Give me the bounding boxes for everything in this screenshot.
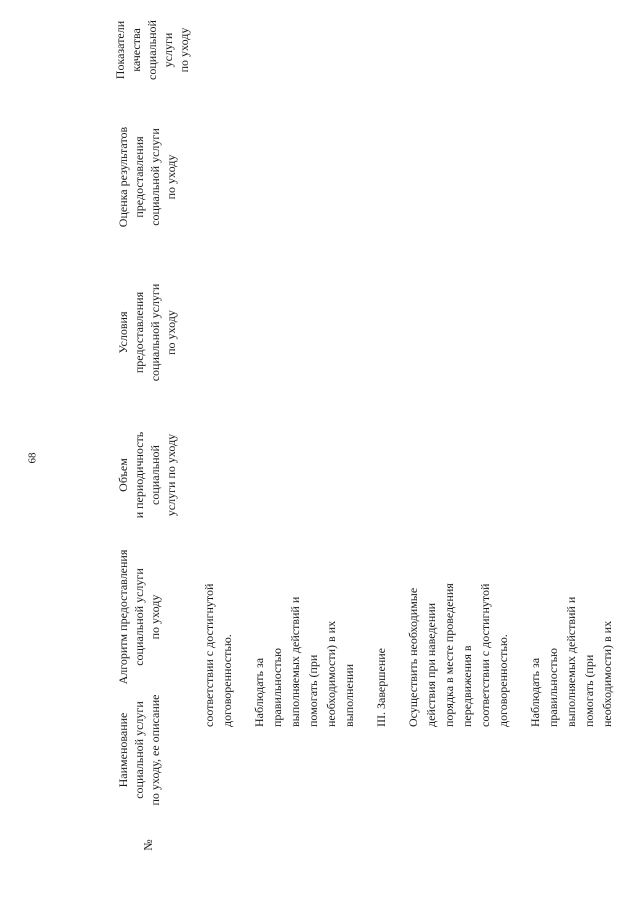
- header-line: Показатели: [113, 20, 127, 80]
- algorithm-line: договоренностью.: [220, 634, 234, 727]
- header-line: социальной услуги: [132, 701, 146, 799]
- header-volume: [115, 415, 179, 535]
- algorithm-paragraph: [404, 537, 512, 727]
- header-line: услуги по уходу: [164, 433, 178, 517]
- algorithm-paragraph: [250, 537, 358, 727]
- header-line: услуги: [161, 32, 175, 68]
- header-number: №: [141, 839, 155, 851]
- algorithm-line: соответствии с достигнутой: [478, 583, 492, 727]
- algorithm-line: договоренностью.: [496, 634, 510, 727]
- algorithm-line: Наблюдать за: [528, 657, 542, 727]
- algorithm-line: правильностью: [546, 647, 560, 727]
- header-line: качества: [129, 28, 143, 72]
- header-line: по уходу: [148, 594, 162, 640]
- header-line: по уходу: [164, 154, 178, 200]
- algorithm-line: Осуществить необходимые: [406, 587, 420, 727]
- header-evaluation: [115, 107, 179, 247]
- algorithm-line: необходимости) в их: [600, 620, 614, 727]
- algorithm-line: передвижения в: [460, 645, 474, 727]
- header-line: предоставления: [132, 291, 146, 374]
- algorithm-line: выполняемых действий и: [288, 596, 302, 727]
- header-line: социальной услуги: [132, 568, 146, 666]
- header-line: по уходу, ее описание: [148, 694, 162, 806]
- header-line: социальной услуги: [148, 128, 162, 226]
- header-line: по уходу: [164, 310, 178, 355]
- header-quality: [112, 5, 192, 95]
- header-line: Алгоритм предоставления: [116, 549, 130, 685]
- algorithm-line: выполняемых действий и: [564, 596, 578, 727]
- algorithm-line: правильностью: [270, 647, 284, 727]
- header-service-name: [115, 670, 163, 830]
- header-line: Объем: [116, 458, 130, 492]
- algorithm-line: Наблюдать за: [252, 657, 266, 727]
- header-algorithm: [115, 547, 163, 687]
- algorithm-body: [200, 537, 630, 727]
- algorithm-line: необходимости) в их: [324, 620, 338, 727]
- header-line: предоставления: [132, 136, 146, 218]
- header-conditions: [115, 270, 179, 395]
- header-line: и периодичность: [132, 431, 146, 519]
- header-line: Наименование: [116, 712, 130, 788]
- algorithm-paragraph: [200, 537, 236, 727]
- page-number: 68: [26, 452, 39, 464]
- algorithm-line: помогать (при: [582, 654, 596, 727]
- algorithm-section-heading: [372, 537, 390, 727]
- algorithm-line: выполнении: [342, 664, 356, 727]
- header-line: Условия: [116, 311, 130, 354]
- algorithm-line: соответствии с достигнутой: [202, 583, 216, 727]
- algorithm-paragraph: [526, 537, 616, 727]
- algorithm-line: помогать (при: [306, 654, 320, 727]
- header-line: социальной: [145, 20, 159, 80]
- header-line: Оценка результатов: [116, 126, 130, 228]
- algorithm-line: действия при наведении: [424, 602, 438, 727]
- header-line: социальной услуги: [148, 283, 162, 382]
- header-line: социальной: [148, 445, 162, 505]
- header-line: по уходу: [177, 27, 191, 73]
- algorithm-line: порядка в месте проведения: [442, 583, 456, 727]
- algorithm-line: III. Завершение: [374, 648, 388, 727]
